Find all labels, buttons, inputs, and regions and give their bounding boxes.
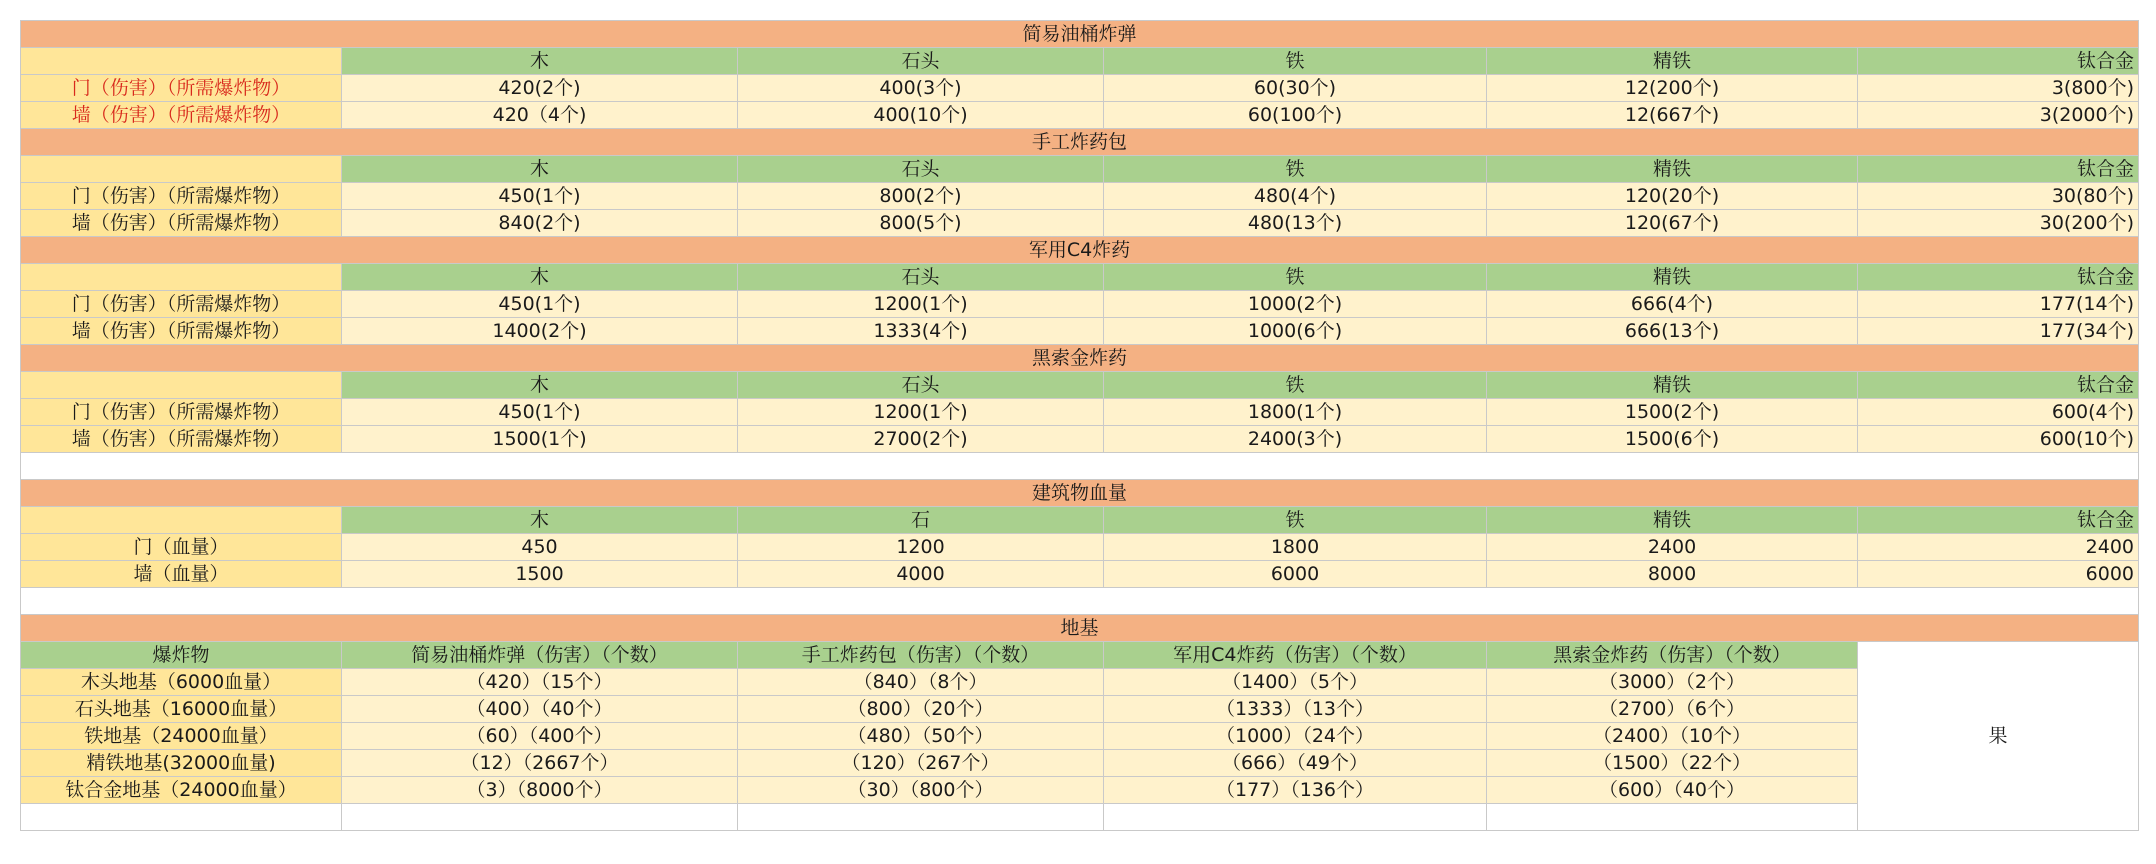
value-cell[interactable]: 2400	[1487, 534, 1858, 561]
section-title-row	[21, 21, 2139, 48]
material-header-cell[interactable]: 钛合金	[1858, 48, 2139, 75]
value-cell[interactable]: 666(4个)	[1487, 291, 1858, 318]
foundation-header-cell[interactable]: 黑索金炸药（伤害）（个数）	[1487, 642, 1858, 669]
material-header-cell[interactable]: 铁	[1104, 156, 1487, 183]
row-label-cell[interactable]: 木头地基（6000血量）	[21, 669, 342, 696]
value-cell[interactable]: 2400	[1858, 534, 2139, 561]
section-title-row	[21, 129, 2139, 156]
material-header-cell[interactable]: 木	[342, 372, 738, 399]
material-header-row	[21, 48, 2139, 75]
value-cell[interactable]: （840）（8个）	[738, 669, 1104, 696]
damage-row	[21, 210, 2139, 237]
row-label-cell[interactable]: 门（血量）	[21, 534, 342, 561]
material-header-row	[21, 264, 2139, 291]
value-cell[interactable]: 60(30个)	[1104, 75, 1487, 102]
value-cell[interactable]: 1800(1个)	[1104, 399, 1487, 426]
value-cell[interactable]: 1500	[342, 561, 738, 588]
health-row	[21, 534, 2139, 561]
material-header-cell[interactable]: 石	[738, 507, 1104, 534]
spacer-row	[21, 453, 2139, 480]
value-cell[interactable]: 177(34个)	[1858, 318, 2139, 345]
spacer-cell[interactable]	[21, 453, 2139, 480]
spreadsheet	[20, 20, 2138, 831]
value-cell[interactable]: 4000	[738, 561, 1104, 588]
value-cell[interactable]: （177）（136个）	[1104, 777, 1487, 804]
row-label-cell[interactable]: 墙（伤害）（所需爆炸物）	[21, 318, 342, 345]
section-title-row	[21, 345, 2139, 372]
value-cell[interactable]: 450(1个)	[342, 291, 738, 318]
value-cell[interactable]: 120(20个)	[1487, 183, 1858, 210]
row-label-cell[interactable]: 墙（伤害）（所需爆炸物）	[21, 426, 342, 453]
value-cell[interactable]: （2700）（6个）	[1487, 696, 1858, 723]
header-corner-cell[interactable]	[21, 264, 342, 291]
row-label-cell[interactable]: 墙（伤害）（所需爆炸物）	[21, 102, 342, 129]
header-corner-cell[interactable]	[21, 507, 342, 534]
row-label-cell[interactable]: 门（伤害）（所需爆炸物）	[21, 399, 342, 426]
foundation-header-cell[interactable]: 爆炸物	[21, 642, 342, 669]
row-label-cell[interactable]: 石头地基（16000血量）	[21, 696, 342, 723]
row-label-cell[interactable]: 铁地基（24000血量）	[21, 723, 342, 750]
value-cell[interactable]: （3）（8000个）	[342, 777, 738, 804]
corner-glyph-cell[interactable]: 果	[1858, 642, 2139, 831]
spacer-row	[21, 588, 2139, 615]
damage-row	[21, 291, 2139, 318]
value-cell[interactable]: 1500(6个)	[1487, 426, 1858, 453]
value-cell[interactable]: （1400）（5个）	[1104, 669, 1487, 696]
empty-cell[interactable]	[21, 804, 342, 831]
value-cell[interactable]: （480）（50个）	[738, 723, 1104, 750]
damage-row	[21, 399, 2139, 426]
value-cell[interactable]: 420（4个)	[342, 102, 738, 129]
section-title-cell[interactable]: 黑索金炸药	[21, 345, 2139, 372]
value-cell[interactable]: 600(4个)	[1858, 399, 2139, 426]
value-cell[interactable]: 12(667个)	[1487, 102, 1858, 129]
foundation-row	[21, 777, 2139, 804]
empty-cell[interactable]	[1487, 804, 1858, 831]
value-cell[interactable]: 800(2个)	[738, 183, 1104, 210]
value-cell[interactable]: 420(2个)	[342, 75, 738, 102]
material-header-cell[interactable]: 木	[342, 48, 738, 75]
material-header-cell[interactable]: 木	[342, 264, 738, 291]
value-cell[interactable]: （60）（400个）	[342, 723, 738, 750]
value-cell[interactable]: （120）（267个）	[738, 750, 1104, 777]
empty-row	[21, 804, 2139, 831]
value-cell[interactable]: 1200(1个)	[738, 291, 1104, 318]
foundation-header-cell[interactable]: 手工炸药包（伤害）（个数）	[738, 642, 1104, 669]
material-header-cell[interactable]: 精铁	[1487, 48, 1858, 75]
value-cell[interactable]: （800）（20个）	[738, 696, 1104, 723]
material-header-cell[interactable]: 精铁	[1487, 156, 1858, 183]
material-header-cell[interactable]: 精铁	[1487, 264, 1858, 291]
value-cell[interactable]: 666(13个)	[1487, 318, 1858, 345]
material-header-cell[interactable]: 铁	[1104, 48, 1487, 75]
material-header-cell[interactable]: 石头	[738, 264, 1104, 291]
foundation-row	[21, 669, 2139, 696]
value-cell[interactable]: （12）（2667个）	[342, 750, 738, 777]
section-title-cell[interactable]: 建筑物血量	[21, 480, 2139, 507]
damage-row	[21, 426, 2139, 453]
damage-row	[21, 102, 2139, 129]
value-cell[interactable]: 177(14个)	[1858, 291, 2139, 318]
value-cell[interactable]: 600(10个)	[1858, 426, 2139, 453]
empty-cell[interactable]	[738, 804, 1104, 831]
value-cell[interactable]: 400(3个)	[738, 75, 1104, 102]
foundation-header-cell[interactable]: 军用C4炸药（伤害）（个数）	[1104, 642, 1487, 669]
value-cell[interactable]: 120(67个)	[1487, 210, 1858, 237]
value-cell[interactable]: 1500(1个)	[342, 426, 738, 453]
material-header-row	[21, 507, 2139, 534]
damage-row	[21, 183, 2139, 210]
value-cell[interactable]: 1200	[738, 534, 1104, 561]
section-title-cell[interactable]: 简易油桶炸弹	[21, 21, 2139, 48]
value-cell[interactable]: （1500）（22个）	[1487, 750, 1858, 777]
value-cell[interactable]: 2400(3个)	[1104, 426, 1487, 453]
value-cell[interactable]: 1333(4个)	[738, 318, 1104, 345]
row-label-cell[interactable]: 墙（伤害）（所需爆炸物）	[21, 210, 342, 237]
value-cell[interactable]: （1333）（13个）	[1104, 696, 1487, 723]
row-label-cell[interactable]: 精铁地基(32000血量)	[21, 750, 342, 777]
material-header-row	[21, 156, 2139, 183]
material-header-cell[interactable]: 钛合金	[1858, 507, 2139, 534]
value-cell[interactable]: （666）（49个）	[1104, 750, 1487, 777]
damage-row	[21, 75, 2139, 102]
value-cell[interactable]: 3(800个)	[1858, 75, 2139, 102]
damage-table	[20, 20, 2139, 831]
value-cell[interactable]: 1800	[1104, 534, 1487, 561]
foundation-header-row	[21, 642, 2139, 669]
value-cell[interactable]: 6000	[1858, 561, 2139, 588]
row-label-cell[interactable]: 门（伤害）（所需爆炸物）	[21, 75, 342, 102]
empty-cell[interactable]	[342, 804, 738, 831]
material-header-row	[21, 372, 2139, 399]
value-cell[interactable]: 840(2个)	[342, 210, 738, 237]
section-title-cell[interactable]: 地基	[21, 615, 2139, 642]
material-header-cell[interactable]: 石头	[738, 156, 1104, 183]
foundation-header-cell[interactable]: 简易油桶炸弹（伤害）（个数）	[342, 642, 738, 669]
material-header-cell[interactable]: 木	[342, 507, 738, 534]
value-cell[interactable]: 6000	[1104, 561, 1487, 588]
foundation-row	[21, 696, 2139, 723]
material-header-cell[interactable]: 铁	[1104, 264, 1487, 291]
section-title-row	[21, 480, 2139, 507]
row-label-cell[interactable]: 门（伤害）（所需爆炸物）	[21, 291, 342, 318]
value-cell[interactable]: 480(13个)	[1104, 210, 1487, 237]
table-body	[21, 21, 2139, 831]
header-corner-cell[interactable]	[21, 372, 342, 399]
material-header-cell[interactable]: 精铁	[1487, 372, 1858, 399]
material-header-cell[interactable]: 木	[342, 156, 738, 183]
value-cell[interactable]: 2700(2个)	[738, 426, 1104, 453]
section-title-cell[interactable]: 军用C4炸药	[21, 237, 2139, 264]
damage-row	[21, 318, 2139, 345]
value-cell[interactable]: 800(5个)	[738, 210, 1104, 237]
value-cell[interactable]: 450(1个)	[342, 183, 738, 210]
foundation-row	[21, 723, 2139, 750]
value-cell[interactable]: （1000）（24个）	[1104, 723, 1487, 750]
material-header-cell[interactable]: 精铁	[1487, 507, 1858, 534]
value-cell[interactable]: 12(200个)	[1487, 75, 1858, 102]
value-cell[interactable]: 30(80个)	[1858, 183, 2139, 210]
health-row	[21, 561, 2139, 588]
header-corner-cell[interactable]	[21, 48, 342, 75]
value-cell[interactable]: （30）（800个）	[738, 777, 1104, 804]
row-label-cell[interactable]: 墙（血量）	[21, 561, 342, 588]
section-title-row	[21, 615, 2139, 642]
value-cell[interactable]: 1500(2个)	[1487, 399, 1858, 426]
value-cell[interactable]: 30(200个)	[1858, 210, 2139, 237]
row-label-cell[interactable]: 门（伤害）（所需爆炸物）	[21, 183, 342, 210]
value-cell[interactable]: 450(1个)	[342, 399, 738, 426]
value-cell[interactable]: （2400）（10个）	[1487, 723, 1858, 750]
value-cell[interactable]: （600）（40个）	[1487, 777, 1858, 804]
material-header-cell[interactable]: 钛合金	[1858, 372, 2139, 399]
value-cell[interactable]: 1000(2个)	[1104, 291, 1487, 318]
value-cell[interactable]: 3(2000个)	[1858, 102, 2139, 129]
value-cell[interactable]: 450	[342, 534, 738, 561]
material-header-cell[interactable]: 钛合金	[1858, 156, 2139, 183]
section-title-cell[interactable]: 手工炸药包	[21, 129, 2139, 156]
material-header-cell[interactable]: 铁	[1104, 372, 1487, 399]
value-cell[interactable]: 400(10个)	[738, 102, 1104, 129]
header-corner-cell[interactable]	[21, 156, 342, 183]
material-header-cell[interactable]: 石头	[738, 48, 1104, 75]
spacer-cell[interactable]	[21, 588, 2139, 615]
value-cell[interactable]: 1400(2个)	[342, 318, 738, 345]
value-cell[interactable]: （3000）（2个）	[1487, 669, 1858, 696]
value-cell[interactable]: 480(4个)	[1104, 183, 1487, 210]
value-cell[interactable]: （420）（15个）	[342, 669, 738, 696]
value-cell[interactable]: 60(100个)	[1104, 102, 1487, 129]
value-cell[interactable]: （400）（40个）	[342, 696, 738, 723]
material-header-cell[interactable]: 钛合金	[1858, 264, 2139, 291]
value-cell[interactable]: 8000	[1487, 561, 1858, 588]
value-cell[interactable]: 1000(6个)	[1104, 318, 1487, 345]
foundation-row	[21, 750, 2139, 777]
row-label-cell[interactable]: 钛合金地基（24000血量）	[21, 777, 342, 804]
empty-cell[interactable]	[1104, 804, 1487, 831]
material-header-cell[interactable]: 石头	[738, 372, 1104, 399]
material-header-cell[interactable]: 铁	[1104, 507, 1487, 534]
value-cell[interactable]: 1200(1个)	[738, 399, 1104, 426]
section-title-row	[21, 237, 2139, 264]
